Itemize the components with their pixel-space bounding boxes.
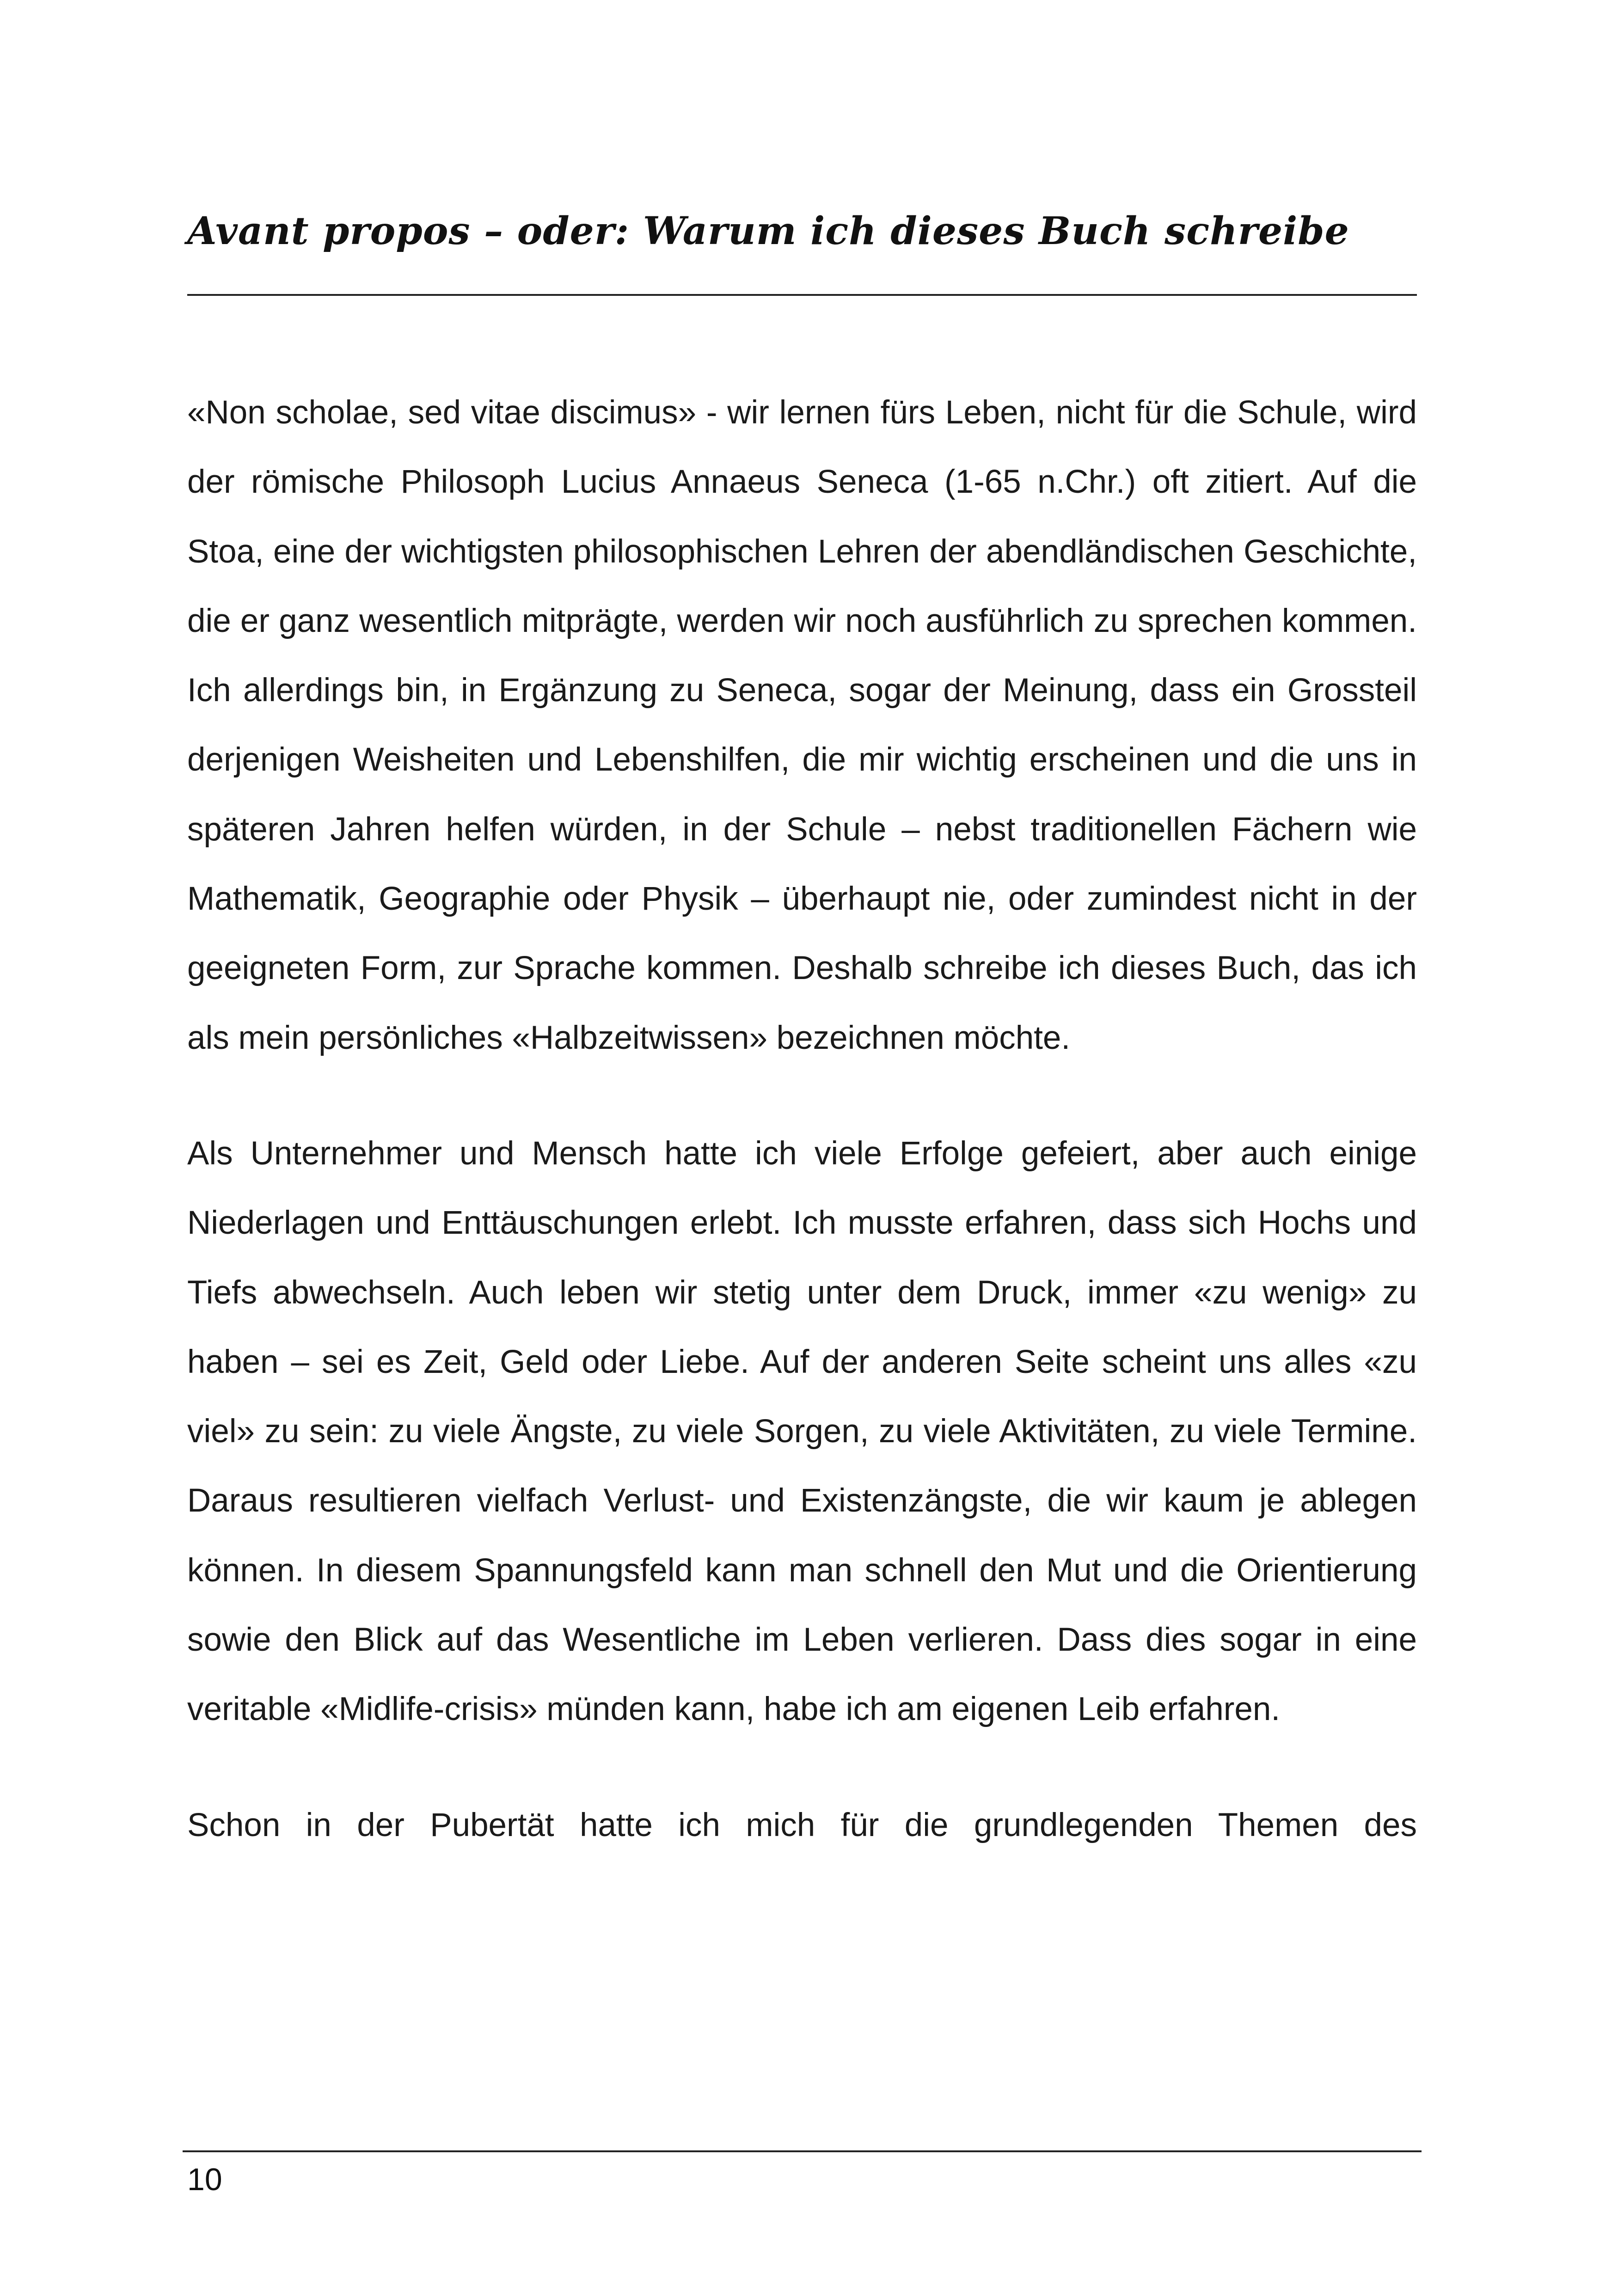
paragraph-3: Schon in der Pubertät hatte ich mich für die grundlegenden Themen des (187, 1806, 1417, 1843)
paragraph-2: Als Unternehmer und Mensch hatte ich viele Erfolge gefeiert, aber auch einige Niederlagen und Enttäuschungen erlebt. Ich musste erfahren, dass sich Hochs und Tiefs abwechseln. Auch leben wir stetig unter dem Druck, immer «zu wenig» zu haben – sei es Zeit, Geld oder Liebe. Auf der anderen Seite scheint uns alles «zu viel» zu sein: zu viele Ängste, zu viele Sorgen, zu viele Aktivitäten, zu viele Termine. Daraus resultieren vielfach Verlust- und Existenzängste, die wir kaum je ablegen können. In diesem Spannungsfeld kann man schnell den Mut und die Orientierung sowie den Blick auf das Wesentliche im Leben verlieren. Dass dies sogar in eine veritable «Midlife-crisis» münden kann, habe ich am eigenen Leib erfahren. (187, 1135, 1417, 1728)
title-divider (187, 294, 1417, 296)
body-text (187, 378, 1417, 1906)
footer-divider (183, 2150, 1422, 2152)
paragraph-1: «Non scholae, sed vitae discimus» - wir lernen fürs Leben, nicht für die Schule, wird der römische Philosoph Lucius Annaeus Seneca (1-65 n.Chr.) oft zitiert. Auf die Stoa, eine der wichtigsten philosophischen Lehren der abendländischen Geschichte, die er ganz wesentlich mitprägte, werden wir noch ausführlich zu sprechen kommen. Ich allerdings bin, in Ergänzung zu Seneca, sogar der Meinung, dass ein Grossteil derjenigen Weisheiten und Lebenshilfen, die mir wichtig erscheinen und die uns in späteren Jahren helfen würden, in der Schule – nebst traditionellen Fächern wie Mathematik, Geographie oder Physik – überhaupt nie, oder zumindest nicht in der geeigneten Form, zur Sprache kommen. Deshalb schreibe ich dieses Buch, das ich als mein persönliches «Halbzeitwissen» bezeichnen möchte. (187, 394, 1417, 1056)
page-number: 10 (187, 2162, 222, 2197)
chapter-title: Avant propos – oder: Warum ich dieses Buch schreibe (187, 209, 1349, 253)
